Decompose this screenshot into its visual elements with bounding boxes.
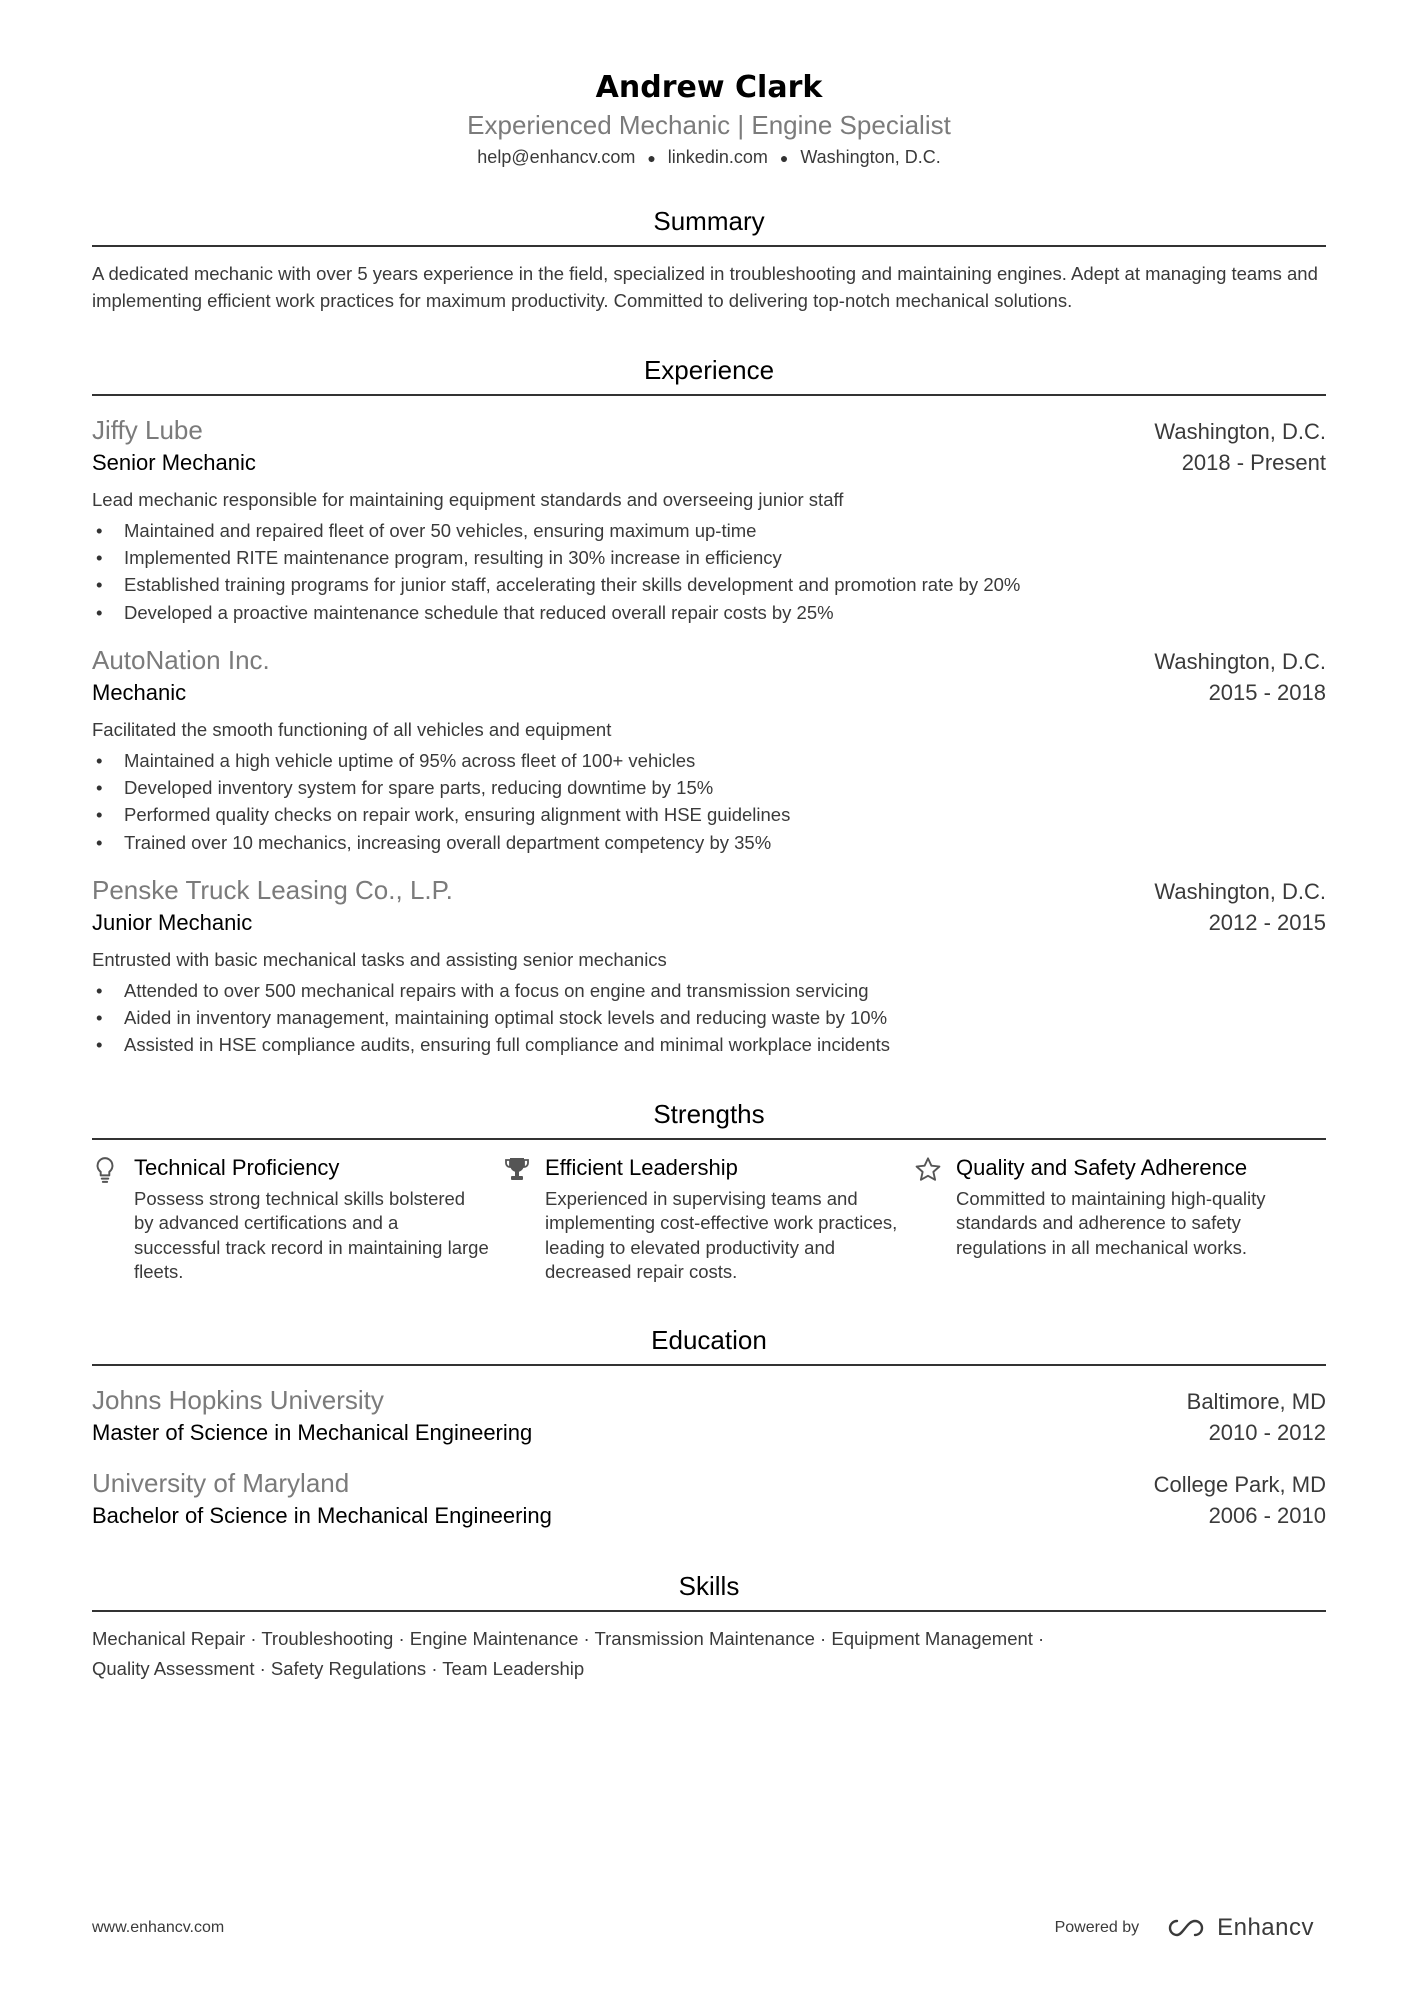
skills-section	[92, 1571, 1326, 1683]
candidate-title: Experienced Mechanic | Engine Specialist	[467, 110, 951, 140]
section-heading: Experience	[92, 355, 1326, 396]
enhancv-logo-icon	[1163, 1916, 1209, 1940]
contact-line	[92, 147, 1326, 168]
footer-website-link[interactable]: www.enhancv.com	[92, 1919, 225, 1936]
skills-line: Quality Assessment · Safety Regulations · Team Leadership	[92, 1658, 585, 1680]
contact-linkedin[interactable]: linkedin.com	[667, 147, 768, 168]
bullet-item: • Maintained a high vehicle uptime of 95% across fleet of 100+ vehicles	[92, 747, 1326, 774]
job-bullets	[92, 517, 1326, 627]
company-name: Penske Truck Leasing Co., L.P.	[92, 875, 453, 906]
powered-by-label: Powered by	[1054, 1919, 1140, 1936]
section-heading: Education	[92, 1325, 1326, 1366]
job-dates: 2018 - Present	[1181, 449, 1326, 475]
job-description: Entrusted with basic mechanical tasks and assisting senior mechanics	[92, 948, 667, 970]
bullet-item: • Developed inventory system for spare parts, reducing downtime by 15%	[92, 774, 1326, 801]
strength-description: Possess strong technical skills bolstered by advanced certifications and a successful track record in maintaining large fleets.	[134, 1187, 489, 1283]
strengths-grid	[92, 1154, 1326, 1285]
separator-dot: ●	[647, 149, 656, 166]
job-dates: 2015 - 2018	[1208, 679, 1326, 705]
job-entry	[92, 874, 1326, 1059]
job-dates: 2012 - 2015	[1208, 909, 1326, 935]
job-description: Facilitated the smooth functioning of all vehicles and equipment	[92, 718, 612, 740]
job-location: Washington, D.C.	[1154, 649, 1326, 675]
strength-item	[503, 1154, 914, 1285]
bullet-item: • Maintained and repaired fleet of over 50 vehicles, ensuring maximum up-time	[92, 517, 1326, 544]
brand-name: Enhancv	[1217, 1914, 1314, 1941]
job-role: Junior Mechanic	[92, 909, 253, 935]
powered-by	[1055, 1914, 1314, 1942]
experience-section	[92, 355, 1326, 1059]
section-heading: Skills	[92, 1571, 1326, 1612]
lightbulb-icon	[92, 1154, 134, 1285]
job-role: Mechanic	[92, 679, 187, 705]
resume-page	[92, 70, 1326, 1684]
bullet-item: • Performed quality checks on repair work, ensuring alignment with HSE guidelines	[92, 801, 1326, 828]
section-heading: Summary	[92, 206, 1326, 247]
summary-text: A dedicated mechanic with over 5 years experience in the field, specialized in troubleshooting and maintaining engines. Adept at managing teams and implementing efficient work practices for maximum productivity. Committed to delivering top-notch mechanical solutions.	[92, 263, 1318, 312]
separator-dot: ●	[779, 149, 789, 166]
education-entry	[92, 1384, 1326, 1449]
education-section	[92, 1325, 1326, 1531]
strength-title: Technical Proficiency	[134, 1154, 340, 1180]
strengths-section	[92, 1099, 1326, 1285]
skills-list	[92, 1624, 1326, 1683]
contact-email[interactable]: help@enhancv.com	[477, 147, 636, 168]
job-location: Washington, D.C.	[1154, 419, 1326, 445]
education-dates: 2006 - 2010	[1208, 1502, 1326, 1528]
school-name: Johns Hopkins University	[92, 1385, 384, 1416]
star-icon	[914, 1154, 956, 1285]
trophy-icon	[503, 1154, 545, 1285]
bullet-item: • Developed a proactive maintenance schedule that reduced overall repair costs by 25%	[92, 599, 1326, 626]
strength-item	[914, 1154, 1325, 1285]
job-bullets	[92, 977, 1326, 1059]
job-entry	[92, 644, 1326, 856]
school-location: Baltimore, MD	[1186, 1389, 1326, 1415]
strength-title: Quality and Safety Adherence	[956, 1154, 1248, 1180]
strength-title: Efficient Leadership	[545, 1154, 738, 1180]
page-footer	[92, 1914, 1314, 1942]
degree: Master of Science in Mechanical Engineering	[92, 1419, 533, 1445]
school-name: University of Maryland	[92, 1467, 350, 1498]
bullet-item: • Implemented RITE maintenance program, resulting in 30% increase in efficiency	[92, 544, 1326, 571]
section-heading: Strengths	[92, 1099, 1326, 1140]
degree: Bachelor of Science in Mechanical Engineering	[92, 1502, 552, 1528]
bullet-item: • Assisted in HSE compliance audits, ensuring full compliance and minimal workplace incidents	[92, 1031, 1326, 1058]
strength-item	[92, 1154, 503, 1285]
education-entry	[92, 1467, 1326, 1532]
job-bullets	[92, 747, 1326, 857]
school-location: College Park, MD	[1153, 1471, 1326, 1497]
bullet-item: • Attended to over 500 mechanical repairs with a focus on engine and transmission servicing	[92, 977, 1326, 1004]
resume-header	[92, 70, 1326, 168]
enhancv-logo[interactable]	[1163, 1914, 1314, 1942]
bullet-item: • Trained over 10 mechanics, increasing overall department competency by 35%	[92, 829, 1326, 856]
job-entry	[92, 414, 1326, 626]
company-name: AutoNation Inc.	[92, 645, 270, 676]
job-location: Washington, D.C.	[1154, 879, 1326, 905]
company-name: Jiffy Lube	[92, 415, 203, 446]
contact-location: Washington, D.C.	[800, 147, 941, 168]
strength-description: Experienced in supervising teams and implementing cost-effective work practices, leading to elevated productivity and decreased repair costs.	[545, 1187, 898, 1283]
skills-line: Mechanical Repair · Troubleshooting · Engine Maintenance · Transmission Maintenance · Equipment Management ·	[92, 1628, 1045, 1650]
summary-section	[92, 206, 1326, 315]
bullet-item: • Established training programs for junior staff, accelerating their skills development and promotion rate by 20%	[92, 571, 1326, 598]
job-role: Senior Mechanic	[92, 449, 256, 475]
candidate-name: Andrew Clark	[595, 70, 823, 105]
education-dates: 2010 - 2012	[1208, 1419, 1326, 1445]
strength-description: Committed to maintaining high-quality standards and adherence to safety regulations in all mechanical works.	[956, 1187, 1266, 1258]
bullet-item: • Aided in inventory management, maintaining optimal stock levels and reducing waste by 10%	[92, 1004, 1326, 1031]
job-description: Lead mechanic responsible for maintaining equipment standards and overseeing junior staff	[92, 488, 844, 510]
